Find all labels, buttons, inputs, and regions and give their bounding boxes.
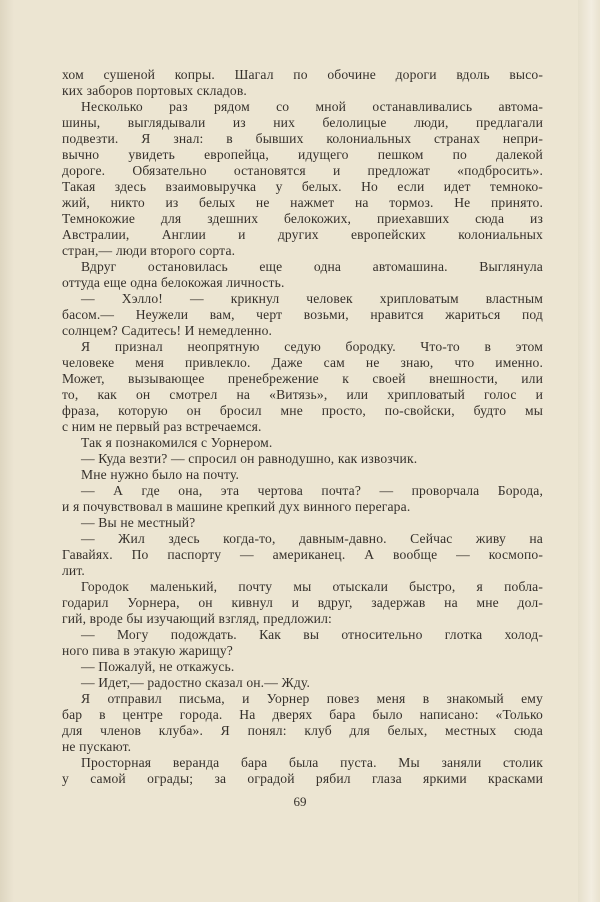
paragraph: [62, 627, 543, 659]
page-number: 69: [293, 794, 307, 809]
paragraph: [62, 659, 543, 675]
text-line: гий, вроде бы изучающий взгляд, предложил:: [62, 611, 332, 626]
paragraph: [62, 515, 543, 531]
text-line: Вдруг остановилась еще одна автомашина. Выглянула: [81, 259, 543, 274]
paragraph: [62, 755, 543, 787]
paragraph: [62, 259, 543, 291]
text-line: Гавайях. По паспорту — американец. А вообще — космопо-: [62, 547, 543, 562]
text-line: с ним не первый раз встречаемся.: [62, 419, 262, 434]
paragraph: [62, 291, 543, 339]
text-line: Городок маленький, почту мы отыскали быстро, я побла-: [81, 579, 543, 594]
text-line: Я отправил письма, и Уорнер повез меня в знакомый ему: [81, 691, 543, 706]
paragraph: [62, 483, 543, 515]
paragraph: [62, 435, 543, 451]
text-line: — Пожалуй, не откажусь.: [81, 659, 235, 674]
paragraph: [62, 451, 543, 467]
paragraph: [62, 579, 543, 627]
text-line: Австралии, Англии и других европейских колониальных: [62, 227, 543, 242]
paragraph: [62, 99, 543, 259]
text-line: ких заборов портовых складов.: [62, 83, 247, 98]
page-shadow: [0, 0, 14, 902]
text-line: — А где она, эта чертова почта? — проворчала Борода,: [81, 483, 543, 498]
paragraph: [62, 67, 543, 99]
text-line: и я почувствовал в машине крепкий дух винного перегара.: [62, 499, 411, 514]
text-line: ного пива в этакую жарищу?: [62, 643, 233, 658]
text-line: оттуда еще одна белокожая личность.: [62, 275, 285, 290]
text-line: фраза, которую он бросил мне просто, по-свойски, будто мы: [62, 403, 543, 418]
paragraph: [62, 675, 543, 691]
paragraph: [62, 467, 543, 483]
text-line: жий, никто из белых не нажмет на тормоз. Не принято.: [62, 195, 543, 210]
text-line: басом.— Неужели вам, черт возьми, нравится жариться под: [62, 307, 543, 322]
paragraph: [62, 691, 543, 755]
text-line: — Жил здесь когда-то, давным-давно. Сейчас живу на: [81, 531, 543, 546]
text-line: бар в центре города. На дверях бара было написано: «Только: [62, 707, 543, 722]
text-line: хом сушеной копры. Шагал по обочине дороги вдоль высо-: [62, 67, 543, 82]
text-line: Так я познакомился с Уорнером.: [81, 435, 273, 450]
text-line: — Куда везти? — спросил он равнодушно, как извозчик.: [81, 451, 418, 466]
text-line: — Вы не местный?: [81, 515, 196, 530]
text-line: у самой ограды; за оградой рябил глаза яркими красками: [62, 771, 543, 786]
text-line: солнцем? Садитесь! И немедленно.: [62, 323, 273, 338]
text-line: человеке меня привлекло. Даже сам не знаю, что именно.: [62, 355, 543, 370]
text-line: вычно увидеть европейца, идущего пешком по далекой: [62, 147, 543, 162]
paragraph: [62, 531, 543, 579]
text-line: Может, вызывающее пренебрежение к своей внешности, или: [62, 371, 543, 386]
text-line: — Могу подождать. Как вы относительно глотка холод-: [81, 627, 543, 642]
page-edge: [578, 0, 600, 902]
text-line: то, как он смотрел на «Витязь», или хрипловатый голос и: [62, 387, 543, 402]
body-text: [62, 67, 543, 787]
paragraph: [62, 339, 543, 435]
text-line: лит.: [62, 563, 85, 578]
text-line: Темнокожие для здешних белокожих, приехавших сюда из: [62, 211, 543, 226]
text-line: — Идет,— радостно сказал он.— Жду.: [81, 675, 311, 690]
text-line: шины, выглядывали из них белолицые люди, предлагали: [62, 115, 543, 130]
text-line: подвезти. Я знал: в бывших колониальных странах непри-: [62, 131, 543, 146]
text-line: — Хэлло! — крикнул человек хрипловатым властным: [81, 291, 543, 306]
text-line: Я признал неопрятную седую бородку. Что-то в этом: [81, 339, 543, 354]
text-line: годарил Уорнера, он кивнул и вдруг, задержав на мне дол-: [62, 595, 543, 610]
text-line: не пускают.: [62, 739, 132, 754]
text-line: Мне нужно было на почту.: [81, 467, 240, 482]
text-line: дороге. Обязательно остановятся и предложат «подбросить».: [62, 163, 543, 178]
text-line: Несколько раз рядом со мной останавливались автома-: [81, 99, 543, 114]
text-line: Просторная веранда бара была пуста. Мы заняли столик: [81, 755, 543, 770]
text-line: стран,— люди второго сорта.: [62, 243, 236, 258]
text-line: для членов клуба». Я понял: клуб для белых, местных сюда: [62, 723, 543, 738]
text-line: Такая здесь взаимовыручка у белых. Но если идет темноко-: [62, 179, 543, 194]
